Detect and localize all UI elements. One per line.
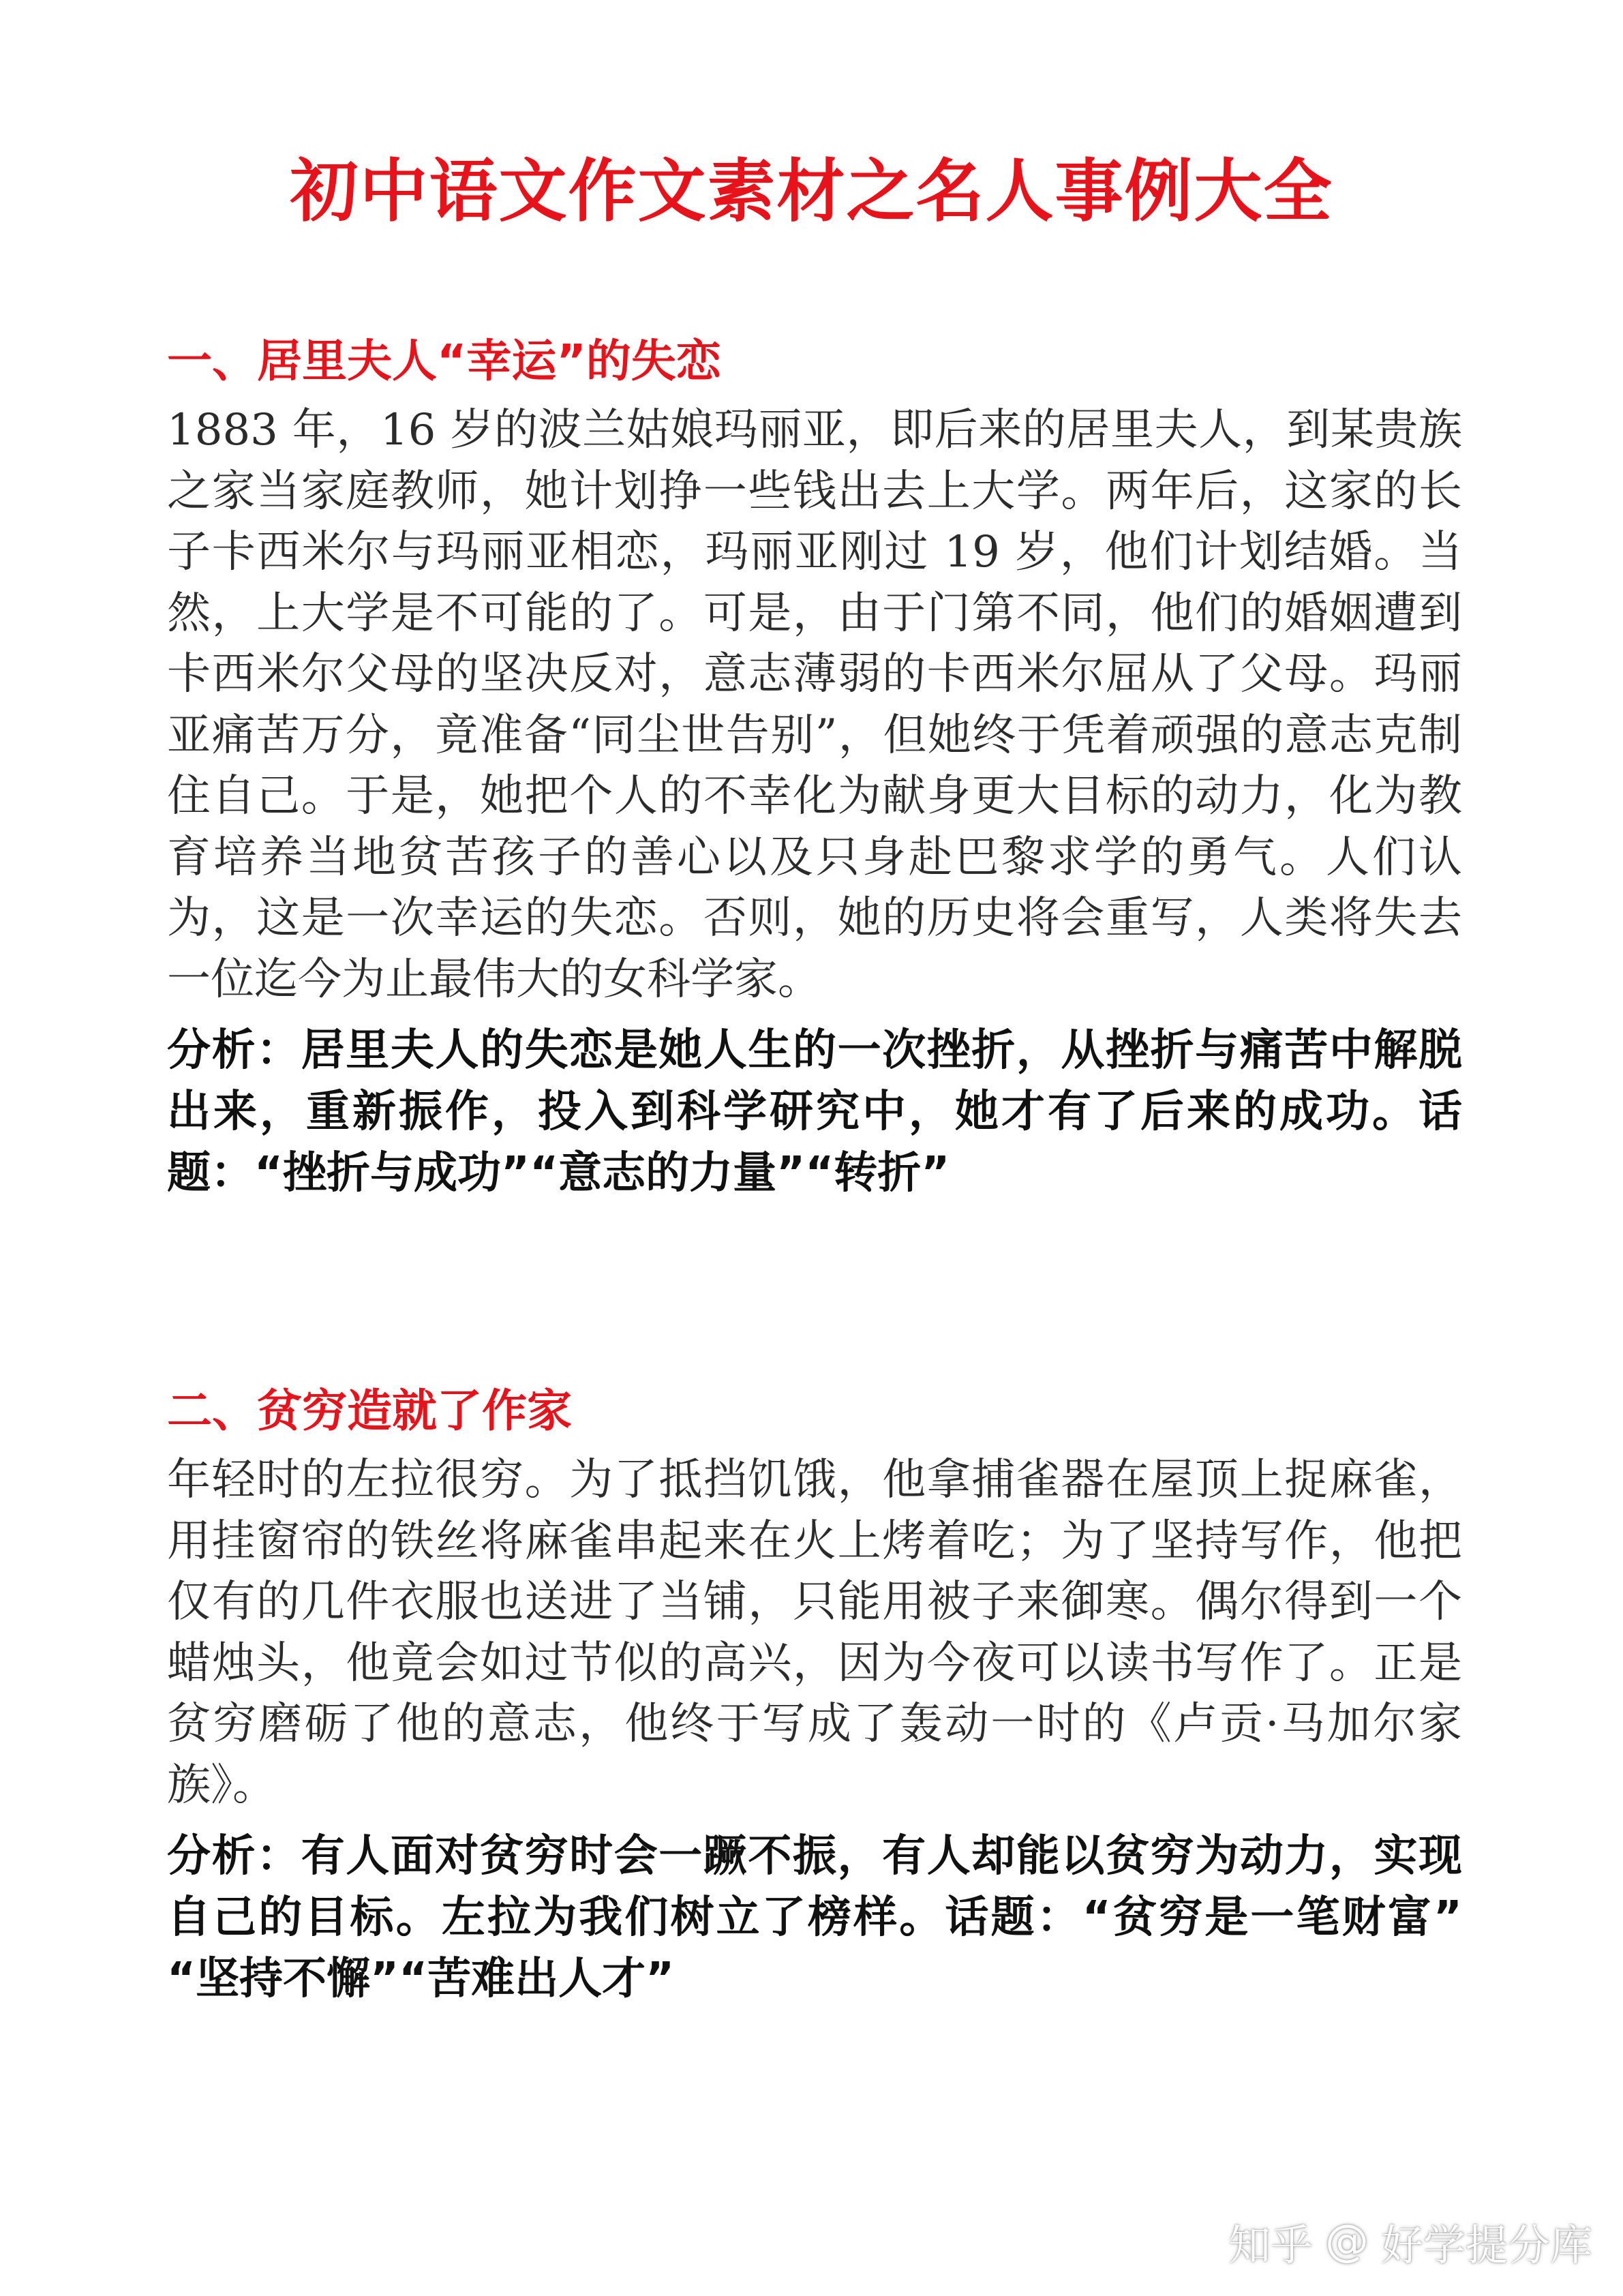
section-body: 年轻时的左拉很穷。为了抵挡饥饿，他拿捕雀器在屋顶上捉麻雀， 用挂窗帘的铁丝将麻雀串起来在火上烤着吃；为了坚持写作，他把仅有的几件衣服也送进了当铺，只能用被子来御寒。偶尔得到一个蜡烛头，他竟会如过节似的高兴，因为今夜可以读书写作了。正是贫穷磨砺了他的意志，他终于写成了轰动一时的《卢贡·马加尔家族》。 — [167, 1455, 1462, 1811]
section-analysis: 分析：居里夫人的失恋是她人生的一次挫折，从挫折与痛苦中解脱出来，重新振作，投入到科学研究中，她才有了后来的成功。话题：“挫折与成功”“意志的力量”“转折” — [167, 1025, 1462, 1198]
section-curie — [167, 331, 1462, 1204]
document-title: 初中语文作文素材之名人事例大全 — [290, 151, 1333, 231]
section-zola — [167, 1380, 1462, 2010]
watermark-site: 知乎 — [1228, 2220, 1313, 2270]
section-heading: 一、居里夫人“幸运”的失恋 — [167, 335, 721, 387]
section-analysis: 分析：有人面对贫穷时会一蹶不振，有人却能以贫穷为动力，实现自己的目标。左拉为我们树立了榜样。话题：“贫穷是一笔财富” “坚持不懈”“苦难出人才” — [167, 1831, 1462, 2004]
watermark-author: 好学提分库 — [1380, 2220, 1592, 2270]
at-icon: @ — [1324, 2216, 1369, 2267]
zhihu-watermark — [1228, 2207, 1592, 2276]
section-body: 1883 年，16 岁的波兰姑娘玛丽亚，即后来的居里夫人，到某贵族之家当家庭教师，她计划挣一些钱出去上大学。两年后，这家的长子卡西米尔与玛丽亚相恋，玛丽亚刚过 19 岁，他们计划结婚。当然，上大学是不可能的了。可是，由于门第不同，他们的婚姻遭到卡西米尔父母的坚决反对，意志薄弱的卡西米尔屈从了父母。玛丽亚痛苦万分，竟准备“同尘世告别”，但她终于凭着顽强的意志克制住自己。于是，她把个人的不幸化为献身更大目标的动力，化为教育培养当地贫苦孩子的善心以及只身赴巴黎求学的勇气。人们认为，这是一次幸运的失恋。否则，她的历史将会重写，人类将失去一位迄今为止最伟大的女科学家。 — [167, 405, 1462, 1005]
section-heading: 二、贫穷造就了作家 — [167, 1385, 572, 1437]
